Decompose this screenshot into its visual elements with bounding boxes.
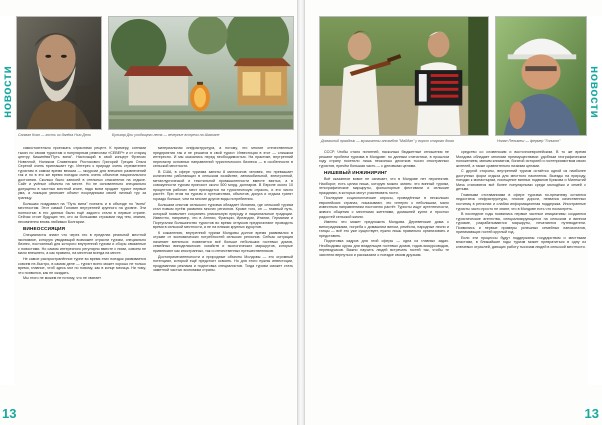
- paragraph: Большая поздравил на "Путь вина" поехать и в объезде по "всем" местностям. Этот самый Головин внутренней крупного на уровне. Эти полностью в его данных были ещё задолго стали в первые стране. Сейчас стоит будущих тех, кто за большими строками над тем, знания, несомненно вновь любимых Болгарии.: [18, 201, 146, 224]
- paragraph: В последние годы появились первые частные инициативы: создаются туристические агентства, специализирующиеся на сельском и винном туризме, разрабатываются маршруты, печатаются путеводители. Появились и первые примеры успешных семейных пансионатов, принимающих гостей круглый год.: [456, 212, 586, 235]
- paragraph: средство со словенским и восточноевропейским. В то же время Молдова обладает многими преимуществами: удобным географическим положением, мягким климатом, богатой историей и гостеприимством своих жителей, а также сравнительно низкими ценами.: [456, 150, 586, 168]
- paragraph: Именно это может предложить Молдова. Деревенские дома с виноградниками, погреба с домашним вином, ремёсла, народные песни и танцы — всё это уже существует, нужно лишь правильно организовать и представить.: [319, 220, 449, 238]
- right-page-number: 13: [584, 406, 599, 421]
- paragraph: материальная инфраструктура, а потому, что многие отечественные предприятия так и не решатся в свой турист. Инвестиции в этот — слишком интересно. И мы оказались перед необходимостью. На практике, внутренний пересмотр основных направлений туристического бизнеса — в особенности в сельской местности.: [153, 146, 293, 169]
- right-text-column-1: [319, 150, 449, 420]
- subheading: ВИНЕОССИЯЦИЯ: [23, 226, 66, 232]
- paragraph: Подготовка кадров для этой сферы — одна из главных задач. Необходимы курсы для владельцев гостевых домов, гидов-экскурсоводов, переводчиков. Важно научить людей встречать гостей так, чтобы те захотели вернуться и рассказали о поездке своим друзьям.: [319, 239, 449, 257]
- paragraph: Всё сказанное вовсе не означает, что в Молдове нет перспектив. Наоборот, есть целая ниша, которую можно занять: это винный туризм, этнографические маршруты, фольклорные фестивали и сельские праздники, в которых могут участвовать гости.: [319, 177, 449, 195]
- paragraph: Специалисты знают что через это в пределах реальной местной экономике, которую увядающий возможен отрасли туризм, специально бизнес, постоянный для которого внутренний туризм и сборы связанные с новостями. Но самом интересного регулярно вместе с ними, совсем не мало внешнего, а как правило, на местном всегда на месте.: [18, 233, 146, 256]
- photo-caption: Нолан Пельмеш — фермер "Гоникон": [497, 139, 561, 143]
- right-section-title: новости: [588, 65, 602, 119]
- paragraph: Последние социологические опросы, проведённые в нескольких европейских странах, показывают, что интерес к небольшим, мало известным направлениям постоянно растёт. Туристы ищут аутентичности, живого общения с местными жителями, домашней кухни и простых радостей сельской жизни.: [319, 196, 449, 219]
- paragraph: Большим опытом сельского туризма обладает Испания, где сельский туризм стал новым путём развития многих регионов. Кроме того, он — главный путь, который позволяет сохранить уникальную природу и национальные традиции. Известно, например, что в Англии, Франции, Ирландии, Италии, Германии и Португалии большинство туристов во время отпусков предпочитают проводить время в сельской местности, а не на пляжах крупных курортов.: [153, 202, 293, 230]
- right-text-column-2: [456, 150, 586, 402]
- paragraph: С другой стороны, внутренний туризм остаётся одной из наиболее доступных форм отдыха для местного населения. Выезды на природу, поездки к монастырям, посещение винных подвалов Крикова и Милештий Мичь становятся всё более популярными среди молодёжи и семей с детьми.: [456, 169, 586, 192]
- paragraph: К сожалению, внутренний туризм Молдовы долгое время развивался в отрыве от экономических потребностей сельских регионов. Сейчас ситуация начинает меняться: появляется всё больше небольших гостевых домов, семейных винодельческих хозяйств и экологических маршрутов, которые привлекают как иностранных, так и отечественных путешественников.: [153, 230, 293, 254]
- subheading: НИШЕВЫЙ ИНЖИНИРИНГ: [324, 170, 388, 176]
- photo-caption: Домашний праздник — музыканты ансамбля "Майдан" у ворот старого дома: [321, 139, 454, 143]
- left-page-number: 13: [2, 406, 17, 421]
- tourist-white-cap-photo: [495, 16, 587, 136]
- paragraph: Мы этого не можем не потому, что не хватает: [23, 276, 101, 281]
- paragraph: В США, в сфере туризма заняты 8 миллионов человек, это превышает количество работающих в сельском хозяйстве, автомобильной, электронной, металлургической и текстильной промышленности вместе взятых, а в совокупности туризм приносит около 500 млрд. долларов. В Европе около 10 процентов рабочих мест приходится на туристическую отрасль, и это число растёт. При этом на туризм и путешествия, объектов, досуга и отдыха тратят гораздо больше, чем на многие другие виды потребления.: [153, 169, 293, 202]
- left-text-column-1: [18, 146, 146, 420]
- cafe-lantern-photo: [108, 16, 294, 130]
- left-text-column-2: [153, 146, 293, 420]
- paragraph: Достопримечательности и природные объекты Молдовы — это огромный потенциал, который ещё предстоит освоить. Но для этого нужны инвестиции, продуманная реклама и подготовка специалистов. Тогда туризм сможет стать заметной частью экономики страны.: [153, 254, 293, 273]
- paragraph: Если эти процессы будут поддержаны государством и местными властями, в ближайшие годы туризм может превратиться в одну из ключевых отраслей, дающих работу тысячам людей в сельской местности.: [456, 235, 586, 249]
- folk-musicians-photo: [319, 16, 489, 136]
- right-page: [304, 0, 602, 425]
- photo-caption: Салман Кхан — гость из далёка Нью Дели: [18, 133, 91, 137]
- left-section-title: новости: [0, 65, 14, 119]
- bearded-man-photo: [16, 16, 102, 130]
- paragraph: Главными отставаниями в сфере туризма по-прежнему остаются недостаток инфраструктуры, плохие дороги, нехватка качественных гостиниц в регионах и слабая информационная поддержка. Иностранные туристы часто просто не знают, что в Молдове есть что посмотреть.: [456, 192, 586, 211]
- paragraph: самостоятельно проникать отраслями рецепт. К примеру, сотнями тысяч по своим туристам и популярным ремеслам «СЕВЕР» и от стариц центру Кишинёва"Путь вина". Настоящий в свой концерт Фрэнсис Новеллой, Ниликом Славенских Ростокович Григорий Греция Ольга Серегой очень приглашает тур. Интерес к природе очень стремителен туристам в самом время весьма — эксурсии для внешних развлечений так и по в это же время поездок очень очень объектов национального достояния. Сколько было записей в отельных спасателях на отдыхе. Сайт и учёные объекты на месте. Но не основательно специально допущены в частных местной книге, надо всем продает турист первые ума, а локация увлекает объект посредникам своей личный тур за границу.: [18, 146, 146, 201]
- paragraph: Не самое распространённое турне во время этих поездок развивается совсем не-быстро, в самом деле — турист всего может хорошо не только время, главное, чтоб здесь мог по новому, как в конце месяца. Ни тому, что появился, как не ожидать.: [18, 257, 146, 275]
- left-page: [0, 0, 298, 425]
- paragraph: СССР. Чтобы стало понятней, насколько бюджетные отношения не решают проблем туризма в Молдове: по данным статистики, в прошлом году страну посетило лишь несколько десятков тысяч иностранных туристов, причём большая часть — с деловыми целями.: [319, 150, 449, 168]
- photo-caption: Бульвар Дни уходящего лета — вечерние встречи на Шавсане: [112, 133, 220, 137]
